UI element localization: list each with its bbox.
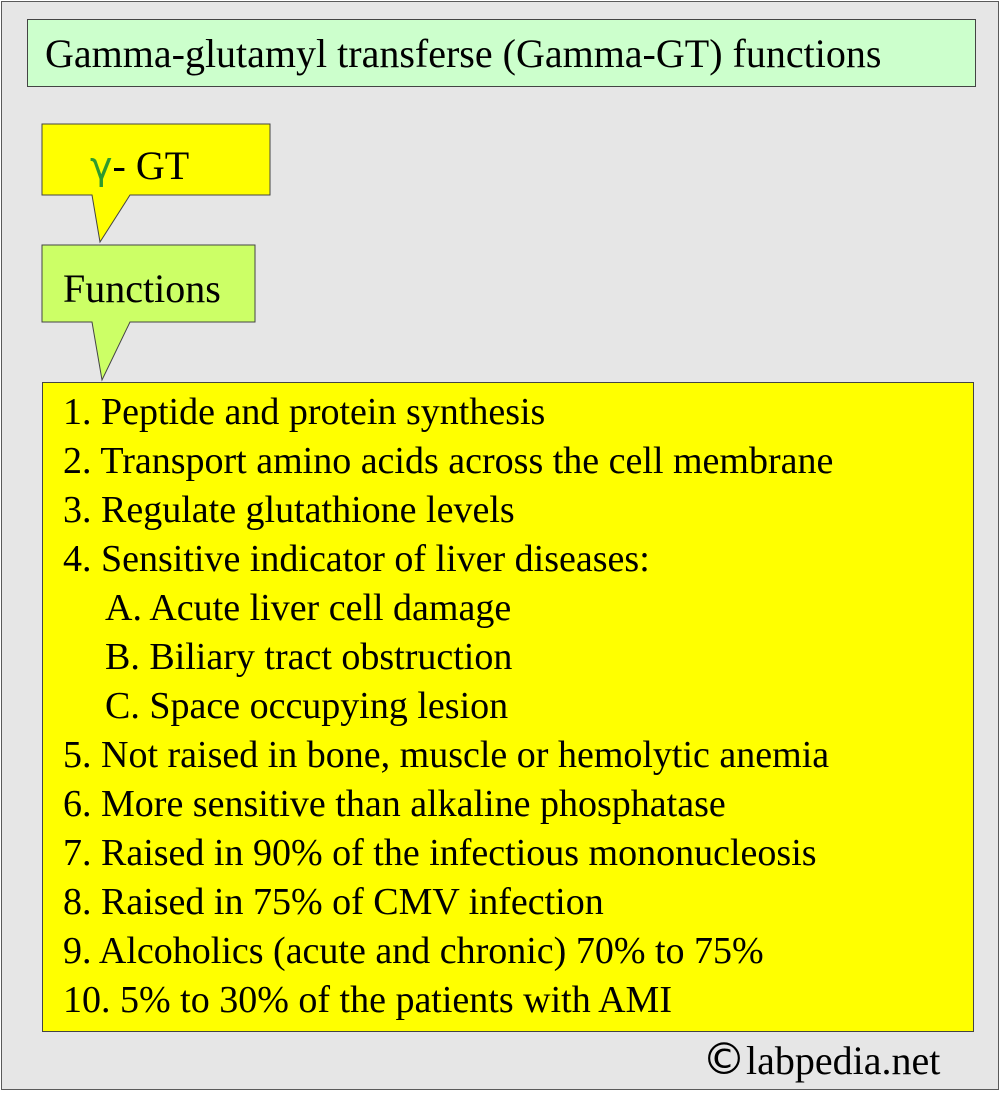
function-subitem: B. Biliary tract obstruction — [105, 636, 513, 678]
diagram-canvas — [1, 1, 999, 1090]
function-item: 7. Raised in 90% of the infectious mononucleosis — [63, 832, 817, 874]
gamma-symbol: γ — [90, 144, 113, 188]
functions-list-box — [42, 382, 974, 1032]
copyright-icon: © — [702, 1034, 746, 1085]
gt-text: - GT — [112, 143, 190, 188]
function-item: 4. Sensitive indicator of liver diseases: — [63, 538, 650, 580]
function-item: 1. Peptide and protein synthesis — [63, 391, 546, 433]
copyright-text: labpedia.net — [746, 1038, 941, 1083]
function-item: 9. Alcoholics (acute and chronic) 70% to 75% — [63, 930, 764, 972]
diagram-title: Gamma-glutamyl transferse (Gamma-GT) functions — [45, 31, 882, 76]
function-item: 2. Transport amino acids across the cell membrane — [63, 440, 834, 482]
function-item: 3. Regulate glutathione levels — [63, 489, 515, 531]
functions-callout-label: Functions — [63, 266, 221, 311]
copyright-notice — [702, 1034, 940, 1085]
function-item: 5. Not raised in bone, muscle or hemolytic anemia — [63, 734, 830, 776]
function-subitem: C. Space occupying lesion — [105, 685, 509, 727]
function-item: 6. More sensitive than alkaline phosphatase — [63, 783, 726, 825]
function-subitem: A. Acute liver cell damage — [105, 587, 512, 629]
gt-callout-label — [90, 142, 189, 189]
function-item: 10. 5% to 30% of the patients with AMI — [63, 979, 672, 1021]
function-item: 8. Raised in 75% of CMV infection — [63, 881, 604, 923]
